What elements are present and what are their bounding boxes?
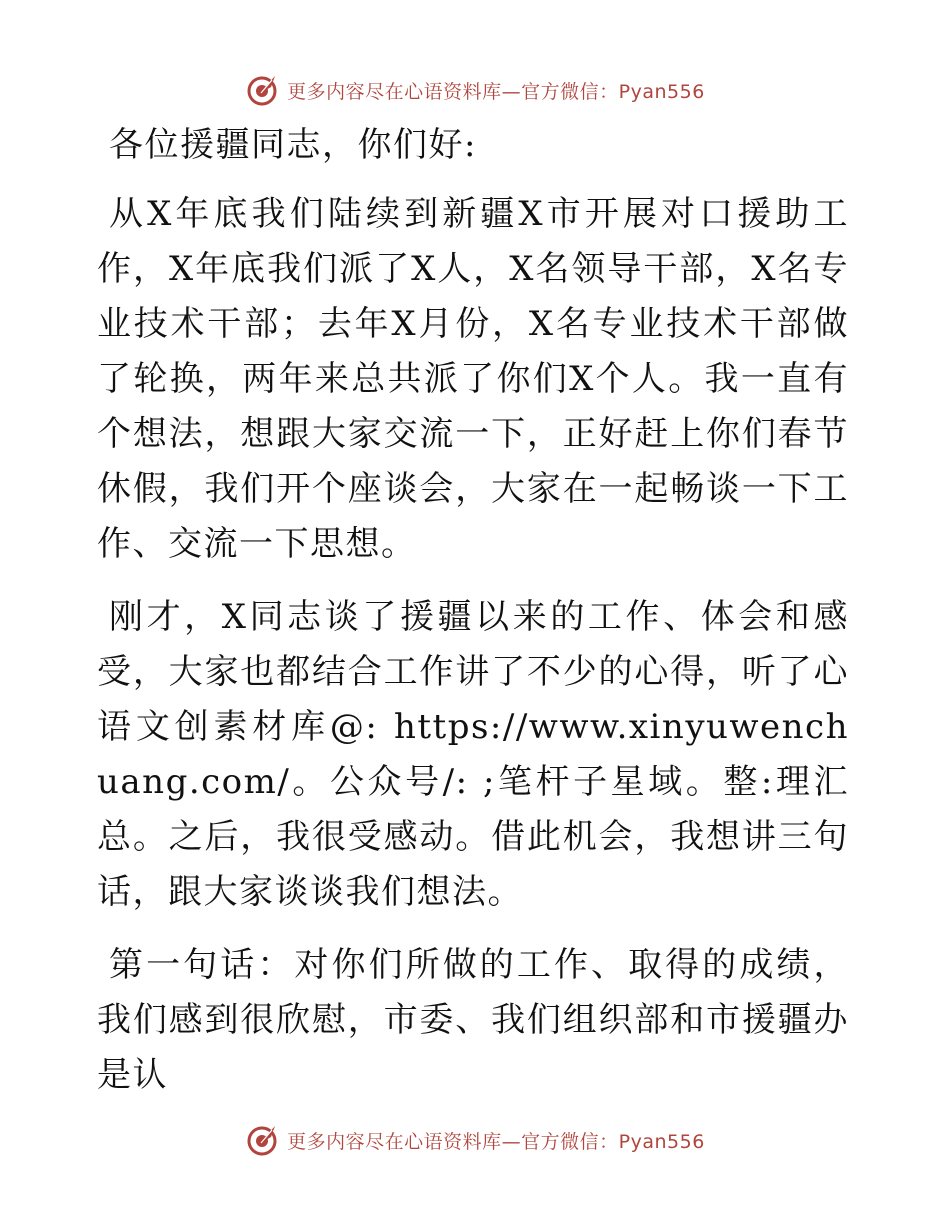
header-banner [0,70,950,110]
greeting: 各位援疆同志，你们好: [109,125,477,165]
paragraph-1: 从X年底我们陆续到新疆X市开展对口援助工作，X年底我们派了X人，X名领导干部，X名专业技术干部；去年X月份，X名专业技术干部做了轮换，两年来总共派了你们X个人。我一直有个想法，想跟大家交流一下，正好赶上你们春节休假，我们开个座谈会，大家在一起畅谈一下工作、交流一下思想。 [97,194,849,564]
quill-logo-icon [245,73,279,107]
header-banner-text: 更多内容尽在心语资料库—官方微信：Pyan556 [287,80,705,103]
document-body [97,118,849,1121]
paragraph-2: 刚才，X同志谈了援疆以来的工作、体会和感受，大家也都结合工作讲了不少的心得，听了心语文创素材库@: https://www.xinyuwenchuang.com/。公众号/: ;笔杆子星域。整:理汇总。之后，我很受感动。借此机会，我想讲三句话，跟大家谈谈我们想法。 [97,597,849,912]
quill-logo-icon [245,1123,279,1157]
paragraph-3: 第一句话：对你们所做的工作、取得的成绩，我们感到很欣慰，市委、我们组织部和市援疆办是认 [97,945,849,1095]
footer-banner [0,1120,950,1160]
footer-banner-text: 更多内容尽在心语资料库—官方微信：Pyan556 [287,1130,705,1153]
